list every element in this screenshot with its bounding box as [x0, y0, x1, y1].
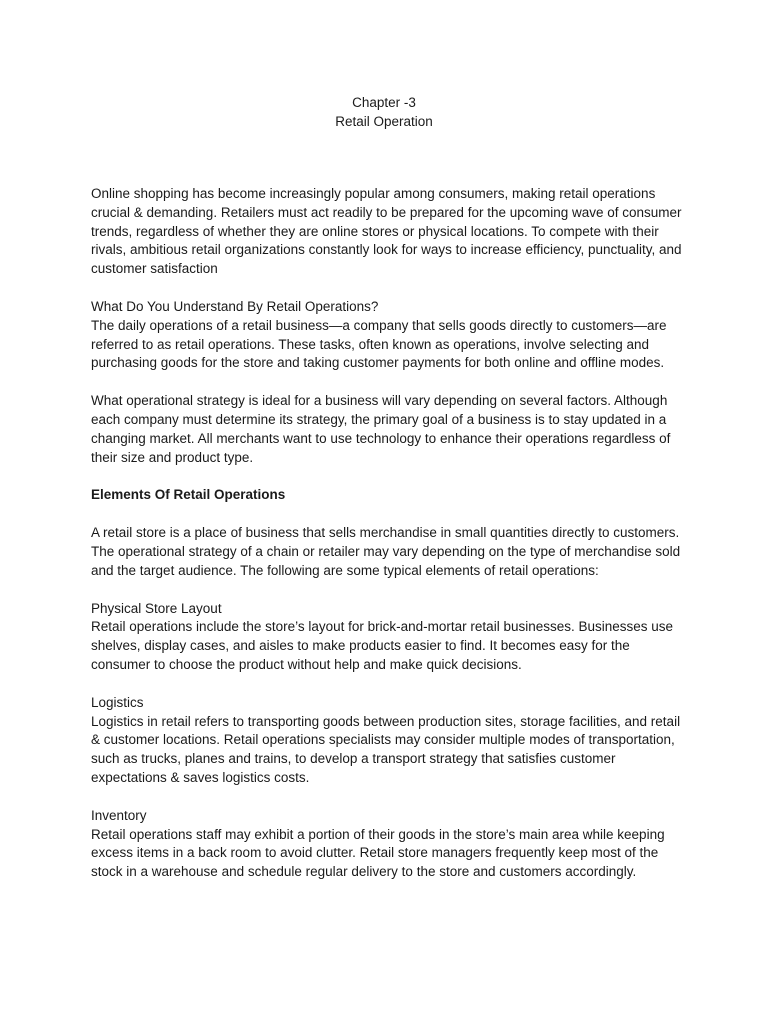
subheading-inventory: Inventory	[91, 807, 147, 823]
section-heading-what: What Do You Understand By Retail Operations?	[91, 298, 379, 314]
intro-paragraph: Online shopping has become increasingly popular among consumers, making retail operations crucial & demanding. Retailers must act readily to be prepared for the upcoming wave of consumer trends, regardless of whether they are online stores or physical locations. To compete with their rivals, ambitious retail organizations constantly look for ways to increase efficiency, punctuality, and customer satisfaction	[91, 186, 682, 277]
logistics-paragraph: Logistics in retail refers to transporting goods between production sites, storage facilities, and retail & customer locations. Retail operations specialists may consider multiple modes of transportation, such as trucks, planes and trains, to develop a transport strategy that satisfies customer expectations & saves logistics costs.	[91, 713, 681, 785]
chapter-number: Chapter -3	[352, 95, 416, 110]
what-paragraph: The daily operations of a retail business—a company that sells goods directly to customers—are referred to as retail operations. These tasks, often known as operations, involve selecting and purchasing goods for the store and taking customer payments for both online and offline modes.	[91, 317, 667, 371]
subheading-layout: Physical Store Layout	[91, 600, 222, 616]
store-strategy-paragraph: The operational strategy of a chain or retailer may vary depending on the type of merchandise sold and the target audience. The following are some typical elements of retail operations:	[91, 543, 681, 578]
chapter-header	[0, 93, 768, 131]
chapter-title: Retail Operation	[335, 114, 433, 129]
section-heading-elements: Elements Of Retail Operations	[91, 487, 286, 503]
store-definition-paragraph: A retail store is a place of business that sells merchandise in small quantities directly to customers.	[91, 525, 680, 541]
document-body	[91, 185, 691, 882]
strategy-paragraph: What operational strategy is ideal for a business will vary depending on several factors. Although each company must determine its strategy, the primary goal of a business is to stay updated in a changing market. All merchants want to use technology to enhance their operations regardless of their size and product type.	[91, 393, 671, 465]
layout-paragraph: Retail operations include the store’s layout for brick-and-mortar retail businesses. Businesses use shelves, display cases, and aisles to make products easier to find. It becomes easy for the consumer to choose the product without help and make quick decisions.	[91, 619, 674, 672]
subheading-logistics: Logistics	[91, 694, 144, 710]
inventory-paragraph: Retail operations staff may exhibit a portion of their goods in the store’s main area while keeping excess items in a back room to avoid clutter. Retail store managers frequently keep most of the stock in a warehouse and schedule regular delivery to the store and customers accordingly.	[91, 826, 665, 880]
